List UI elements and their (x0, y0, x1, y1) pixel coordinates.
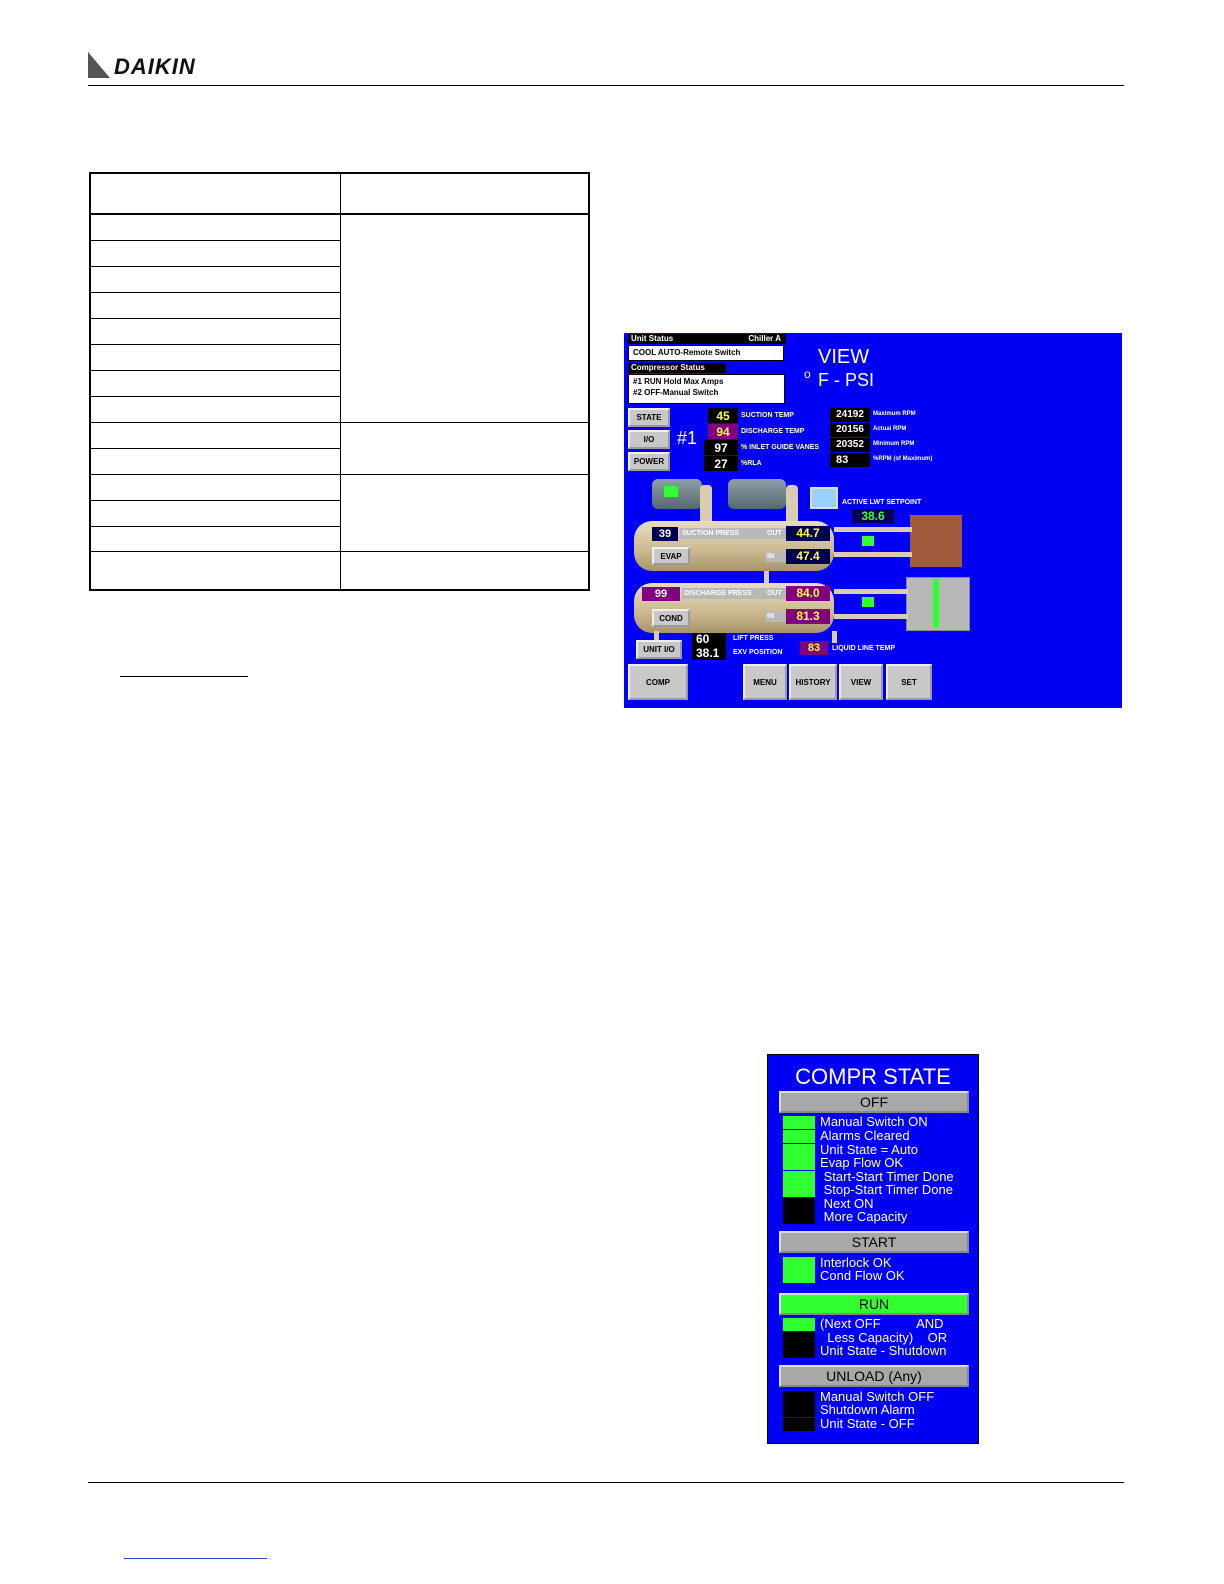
state-condition-row (783, 1418, 973, 1431)
status-indicator (783, 1257, 815, 1270)
state-condition-row (783, 1184, 973, 1197)
evap-out-value: 44.7 (786, 526, 830, 541)
condition-label: Next ON (820, 1196, 874, 1211)
status-indicator (783, 1270, 815, 1283)
footer-rule (88, 1482, 1124, 1483)
state-button[interactable]: STATE (628, 408, 670, 427)
footer-link-underline (124, 1558, 267, 1559)
io-button[interactable]: I/O (628, 430, 670, 449)
rla-label: %RLA (741, 460, 762, 467)
inlet-guide-vanes-value: 97 (704, 440, 738, 455)
suction-press-label: SUCTION PRESS (680, 528, 786, 539)
section-link-underline (120, 676, 248, 677)
condition-label: Stop-Start Timer Done (820, 1182, 953, 1197)
cond-out-value: 84.0 (786, 586, 830, 601)
monitor-icon (810, 487, 838, 509)
parameter-table (89, 172, 590, 591)
view-title: VIEW (818, 346, 870, 368)
evap-in-label: IN (765, 551, 787, 562)
status-indicator (783, 1171, 815, 1184)
condition-label: Manual Switch ON (820, 1114, 928, 1129)
degree-symbol: o (804, 367, 811, 381)
daikin-logo (88, 52, 218, 80)
table-row (91, 371, 340, 397)
condition-label: Manual Switch OFF (820, 1389, 935, 1404)
condition-label: Unit State - Shutdown (820, 1343, 947, 1358)
compr-state-title: COMPR STATE (795, 1064, 951, 1089)
exv-position-value: 38.1 (692, 646, 726, 660)
view-button[interactable]: VIEW (839, 664, 883, 700)
unit-io-button[interactable]: UNIT I/O (636, 640, 682, 659)
condition-label: Start-Start Timer Done (820, 1169, 954, 1184)
lift-press-value: 60 (692, 633, 726, 646)
compressor-2-graphic (728, 479, 786, 509)
table-row (91, 241, 340, 267)
minimum-rpm-value: 20352 (830, 438, 870, 452)
discharge-press-value: 99 (642, 587, 680, 601)
status-indicator (783, 1211, 815, 1224)
discharge-press-label: DISCHARGE PRESS (682, 588, 786, 599)
state-start-bar: START (779, 1231, 969, 1253)
pipe-connector (832, 631, 837, 643)
liquid-line-temp-label: LIQUID LINE TEMP (832, 645, 895, 652)
status-indicator (783, 1332, 815, 1345)
state-condition-row (783, 1345, 973, 1358)
cond-button[interactable]: COND (652, 609, 690, 627)
condition-label: Alarms Cleared (820, 1128, 910, 1143)
cooling-tower-run-indicator (933, 579, 939, 627)
status-indicator (783, 1144, 815, 1157)
header-rule (88, 85, 1124, 86)
cond-out-label: OUT (765, 588, 787, 599)
condenser-water-return-pipe (834, 614, 908, 619)
exv-position-label: EXV POSITION (733, 649, 783, 656)
building-icon (910, 515, 962, 567)
status-indicator (783, 1184, 815, 1197)
liquid-line-temp-value: 83 (800, 641, 828, 655)
condition-label: (Next OFF AND (820, 1316, 944, 1331)
evap-pump-indicator (862, 536, 874, 546)
suction-press-value: 39 (652, 527, 678, 541)
suction-temp-label: SUCTION TEMP (741, 412, 794, 419)
compressor-status-line: #2 OFF-Manual Switch (633, 388, 719, 397)
table-row (91, 423, 340, 449)
active-lwt-setpoint-value: 38.6 (852, 509, 894, 523)
condition-label: Interlock OK (820, 1255, 892, 1270)
maximum-rpm-value: 24192 (830, 408, 870, 422)
compressor-status-label: Compressor Status (628, 363, 726, 373)
set-button[interactable]: SET (886, 664, 932, 700)
discharge-temp-value: 94 (708, 424, 738, 439)
status-indicator (783, 1157, 815, 1170)
condition-label: More Capacity (820, 1209, 908, 1224)
status-indicator (783, 1318, 815, 1331)
condition-label: Unit State = Auto (820, 1142, 918, 1157)
chilled-water-return-pipe (834, 552, 912, 557)
state-condition-row (783, 1211, 973, 1224)
suction-temp-value: 45 (708, 408, 738, 423)
compressor-status-line: #1 RUN Hold Max Amps (633, 377, 724, 386)
discharge-temp-label: DISCHARGE TEMP (741, 428, 805, 435)
units-label: F - PSI (818, 370, 875, 390)
chilled-water-supply-pipe (834, 527, 912, 532)
status-indicator (783, 1345, 815, 1358)
chiller-view-screen (624, 333, 1122, 708)
discharge-pipe-2 (786, 485, 798, 525)
evap-out-label: OUT (765, 528, 787, 539)
status-indicator (783, 1116, 815, 1129)
state-unload-bar: UNLOAD (Any) (779, 1365, 969, 1387)
brand-name: DAIKIN (114, 54, 196, 79)
compressor-1-run-indicator (664, 486, 678, 497)
chiller-label: Chiller A (688, 334, 786, 344)
table-row (91, 501, 340, 527)
cond-in-label: IN (765, 611, 787, 622)
condition-label: Shutdown Alarm (820, 1402, 915, 1417)
evap-in-value: 47.4 (786, 549, 830, 564)
compr-state-panel (767, 1054, 979, 1444)
active-lwt-setpoint-label: ACTIVE LWT SETPOINT (842, 499, 922, 506)
comp-button[interactable]: COMP (628, 664, 688, 700)
status-indicator (783, 1130, 815, 1143)
table-row (91, 215, 340, 241)
cond-pump-indicator (862, 597, 874, 607)
state-off-bar: OFF (779, 1091, 969, 1113)
rla-value: 27 (704, 456, 738, 471)
condenser-water-supply-pipe (834, 589, 908, 594)
rpm-pct-label: %RPM (of Maximum) (873, 456, 933, 462)
table-row (91, 319, 340, 345)
condition-label: Evap Flow OK (820, 1155, 904, 1170)
evap-button[interactable]: EVAP (652, 547, 690, 565)
lift-press-label: LIFT PRESS (733, 635, 774, 642)
actual-rpm-value: 20156 (830, 423, 870, 437)
compressor-status-box (628, 374, 785, 404)
condition-label: Unit State - OFF (820, 1416, 915, 1431)
status-indicator (783, 1418, 815, 1431)
unit-status-label: Unit Status (628, 334, 690, 344)
table-column-divider (340, 174, 341, 589)
state-run-bar: RUN (779, 1293, 969, 1315)
logo-mark-icon (88, 52, 110, 78)
history-button[interactable]: HISTORY (789, 664, 837, 700)
actual-rpm-label: Actual RPM (873, 426, 907, 432)
state-condition-row (783, 1270, 973, 1283)
minimum-rpm-label: Minimum RPM (873, 441, 915, 447)
condition-label: Less Capacity) OR (820, 1330, 948, 1345)
menu-button[interactable]: MENU (743, 664, 787, 700)
status-indicator (783, 1391, 815, 1404)
condition-label: Cond Flow OK (820, 1268, 905, 1283)
inlet-guide-vanes-label: % INLET GUIDE VANES (741, 444, 820, 451)
status-indicator (783, 1198, 815, 1211)
rpm-pct-value: 83 (830, 453, 870, 467)
compressor-number: #1 (677, 428, 698, 448)
table-row (91, 267, 340, 293)
table-row (91, 345, 340, 371)
power-button[interactable]: POWER (628, 452, 670, 471)
table-row (91, 293, 340, 319)
status-indicator (783, 1404, 815, 1417)
discharge-pipe-1 (700, 485, 712, 525)
cond-in-value: 81.3 (786, 609, 830, 624)
maximum-rpm-label: Maximum RPM (873, 411, 916, 417)
unit-status-value: COOL AUTO-Remote Switch (628, 345, 784, 361)
table-row (91, 475, 340, 501)
